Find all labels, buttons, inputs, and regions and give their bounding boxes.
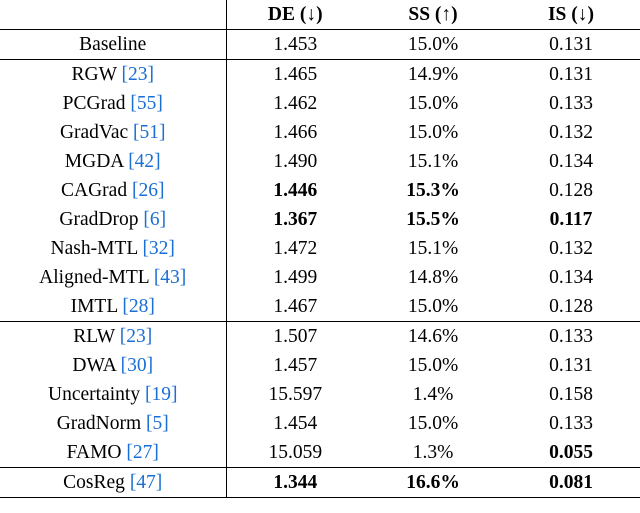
citation-link[interactable]: [26] <box>131 180 165 201</box>
cell-ss: 14.6% <box>364 322 502 352</box>
cell-method <box>0 30 226 60</box>
table-row <box>0 205 640 234</box>
citation-link[interactable]: [28] <box>122 296 155 317</box>
cell-de: 1.466 <box>273 122 318 143</box>
method-label: PCGrad <box>62 93 126 114</box>
cell-is: 0.133 <box>502 322 640 352</box>
table-row <box>0 30 640 60</box>
table-row <box>0 89 640 118</box>
cell-ss: 1.3% <box>412 442 454 463</box>
citation-link[interactable]: [6] <box>143 209 167 230</box>
method-label: CosReg <box>63 472 125 493</box>
citation-link[interactable]: [30] <box>120 355 154 376</box>
column-header-method <box>0 0 226 30</box>
cell-is: 0.134 <box>549 267 593 288</box>
table-row <box>0 380 640 409</box>
cell-ss: 1.4% <box>412 384 454 405</box>
cell-is: 0.132 <box>549 238 593 259</box>
citation-link[interactable]: [42] <box>128 151 161 172</box>
table-row <box>0 263 640 292</box>
method-label: RGW <box>71 64 117 85</box>
cell-method <box>0 263 226 292</box>
method-label: IMTL <box>70 296 118 317</box>
method-label: GradVac <box>59 122 129 143</box>
cell-de: 1.472 <box>273 238 318 259</box>
cell-is: 0.131 <box>502 60 640 90</box>
cell-de: 1.367 <box>273 209 318 230</box>
table-header <box>0 0 640 30</box>
cell-ss: 14.9% <box>364 60 502 90</box>
method-label: RLW <box>73 326 115 347</box>
cell-de: 1.457 <box>273 355 318 376</box>
cell-method <box>0 351 226 380</box>
cell-de: 1.453 <box>226 30 364 60</box>
cell-de: 1.507 <box>226 322 364 352</box>
citation-link[interactable]: [27] <box>126 442 159 463</box>
table-row <box>0 438 640 468</box>
table-row <box>0 176 640 205</box>
cell-ss: 15.5% <box>406 209 460 230</box>
cell-de: 1.446 <box>273 180 318 201</box>
cell-de: 15.059 <box>268 442 323 463</box>
cell-method <box>0 89 226 118</box>
cell-is: 0.131 <box>502 30 640 60</box>
cell-method <box>0 322 226 352</box>
cell-is: 0.158 <box>549 384 593 405</box>
cell-method <box>0 205 226 234</box>
cell-is: 0.117 <box>549 209 593 230</box>
citation-link[interactable]: [19] <box>144 384 178 405</box>
cell-method <box>0 409 226 438</box>
cell-method <box>0 234 226 263</box>
cell-de: 1.462 <box>273 93 318 114</box>
cell-is: 0.133 <box>549 413 593 434</box>
column-header-is: IS (↓) <box>502 0 640 30</box>
method-label: CAGrad <box>61 180 128 201</box>
method-label: GradDrop <box>59 209 139 230</box>
cell-de: 1.490 <box>273 151 318 172</box>
method-label: Baseline <box>79 34 147 55</box>
cell-de: 1.344 <box>226 468 364 498</box>
citation-link[interactable]: [51] <box>133 122 166 143</box>
method-label: MGDA <box>64 151 124 172</box>
table-row <box>0 118 640 147</box>
cell-ss: 15.3% <box>406 180 460 201</box>
cell-ss: 15.1% <box>407 151 459 172</box>
cell-is: 0.134 <box>549 151 593 172</box>
cell-de: 1.454 <box>273 413 318 434</box>
cell-ss: 15.0% <box>407 122 459 143</box>
cell-de: 1.467 <box>273 296 318 317</box>
header-row <box>0 0 640 30</box>
cell-ss: 16.6% <box>364 468 502 498</box>
method-label: Uncertainty <box>48 384 141 405</box>
citation-link[interactable]: [5] <box>146 413 169 434</box>
cell-method <box>0 118 226 147</box>
cell-ss: 15.0% <box>407 93 459 114</box>
citation-link[interactable]: [32] <box>142 238 175 259</box>
cell-is: 0.131 <box>549 355 593 376</box>
cell-method <box>0 380 226 409</box>
cell-de: 1.499 <box>273 267 318 288</box>
method-label: Nash-MTL <box>50 238 138 259</box>
table-row <box>0 468 640 498</box>
method-label: GradNorm <box>56 413 142 434</box>
citation-link[interactable]: [55] <box>130 93 163 114</box>
table-body <box>0 30 640 498</box>
cell-method <box>0 438 226 468</box>
cell-method <box>0 292 226 322</box>
cell-is: 0.081 <box>502 468 640 498</box>
method-label: FAMO <box>66 442 122 463</box>
cell-is: 0.133 <box>549 93 593 114</box>
cell-method <box>0 147 226 176</box>
citation-link[interactable]: [23] <box>121 64 155 85</box>
table-row <box>0 322 640 352</box>
table-row <box>0 409 640 438</box>
cell-is: 0.128 <box>549 180 593 201</box>
cell-ss: 15.0% <box>407 413 459 434</box>
cell-ss: 14.8% <box>407 267 459 288</box>
cell-is: 0.132 <box>549 122 593 143</box>
cell-method <box>0 468 226 498</box>
table-row <box>0 60 640 90</box>
cell-method <box>0 176 226 205</box>
column-header-de: DE (↓) <box>226 0 364 30</box>
citation-link[interactable]: [23] <box>119 326 153 347</box>
table-row <box>0 234 640 263</box>
cell-ss: 15.1% <box>407 238 459 259</box>
cell-de: 1.465 <box>226 60 364 90</box>
citation-link[interactable]: [47] <box>129 472 163 493</box>
cell-is: 0.055 <box>549 442 593 463</box>
method-label: DWA <box>72 355 116 376</box>
cell-ss: 15.0% <box>407 296 459 317</box>
table-row <box>0 292 640 322</box>
table-row <box>0 147 640 176</box>
cell-ss: 15.0% <box>364 30 502 60</box>
column-header-ss: SS (↑) <box>364 0 502 30</box>
cell-ss: 15.0% <box>407 355 459 376</box>
cell-de: 15.597 <box>268 384 323 405</box>
table-row <box>0 351 640 380</box>
method-label: Aligned-MTL <box>39 267 149 288</box>
cell-method <box>0 60 226 90</box>
citation-link[interactable]: [43] <box>153 267 187 288</box>
cell-is: 0.128 <box>549 296 593 317</box>
